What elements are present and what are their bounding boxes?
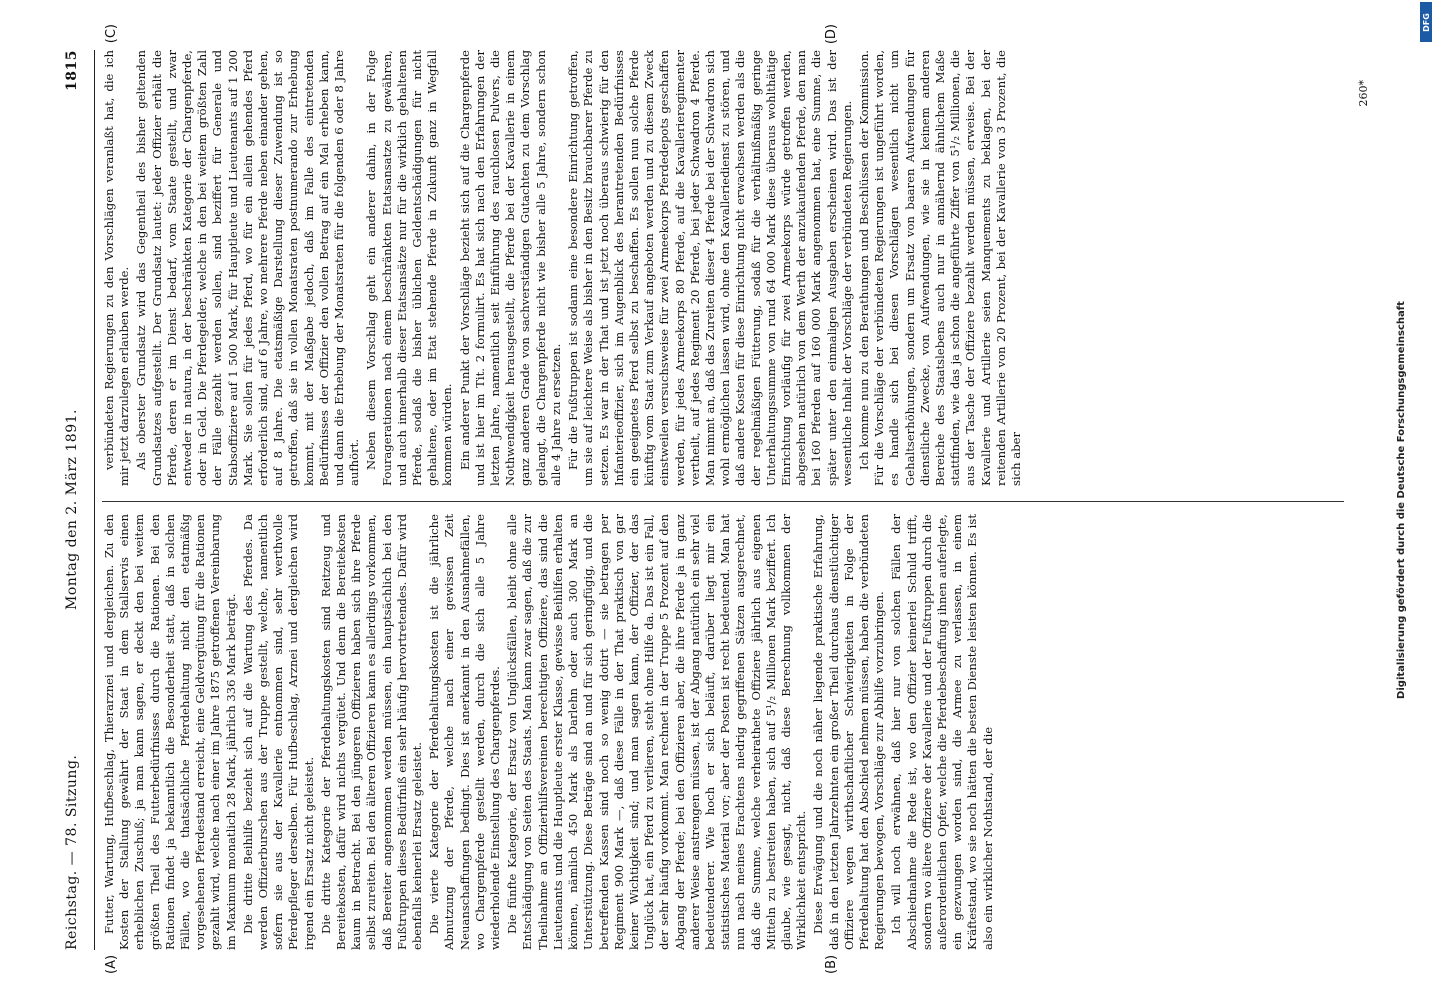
page-number: 1815: [64, 50, 80, 91]
paragraph: Die dritte Beihilfe bezieht sich auf die Wartung des Pferdes. Da werden Offizierburschen aus der Truppe gestellt, welche, namentlich sofern sie aus der Kavallerie entnommen sind, sehr werthvolle Pferdepfleger derselben. Für Hufbeschlag, Arznei und dergleichen wird irgend ein Ersatz nicht geleistet.: [240, 514, 316, 950]
dfg-logo: [1420, 2, 1432, 42]
dfg-logo-text: DFG: [1421, 12, 1431, 32]
paragraph: verbündeten Regierungen zu den Vorschlägen veranlaßt hat, die ich mir jetzt darzulegen erlauben werde.: [102, 50, 132, 486]
document-page: [36, 20, 1396, 980]
header-rule: [94, 50, 95, 950]
paragraph: Diese Erwägung und die noch näher liegende praktische Erfahrung, daß in den letzten Jahrzehnten ein großer Theil durchaus dienstlüchtiger Offiziere wegen wirthschaftlicher Schwierigkeiten in Folge der Pferdehaltung hat den Abschied nehmen müssen, haben die verbündeten Regierungen bewogen, Vorschläge zur Abhilfe vorzubringen.: [811, 514, 887, 950]
header-date: Montag den 2. März 1891.: [64, 409, 80, 610]
column-divider: [102, 501, 1344, 502]
paragraph: Die vierte Kategorie der Pferdehaltungskosten ist die jährliche Abnutzung der Pferde, welche nach einer gewissen Zeit Neuanschaffungen bedingt. Dies ist anerkannt in den Ausnahmefällen, wo Chargenpferde gestellt werden, durch die sich alle 5 Jahre wiederholende Einstellung des Chargenpferdes.: [427, 514, 503, 950]
paragraph: Die fünfte Kategorie, der Ersatz von Unglücksfällen, bleibt ohne alle Entschädigung von Seiten des Staats. Man kann zwar sagen, daß die zur Theilnahme an Offizierhilfsvereinen berechtigten Offiziere, das sind die Lieutenants und die Hauptleute erster Klasse, gewisse Beihilfen erhalten können, nämlich 450 Mark als Darlehn oder auch 300 Mark an Unterstützung. Diese Beträge sind an und für sich geringfügig, und die betreffenden Kassen sind noch so wenig dotirt — sie betragen per Regiment 900 Mark —, daß diese Fälle in der That praktisch von gar keiner Wichtigkeit sind; und man sagen kann, der Offizier, der das Unglück hat, ein Pferd zu verlieren, steht ohne Hilfe da. Das ist ein Fall, der sehr häufig vorkommt. Man rechnet in der Truppe 5 Prozent auf den Abgang der Pferde; bei den Offizieren aber, die ihre Pferde ja in ganz anderer Weise anstrengen müssen, ist der Abgang natürlich ein sehr viel bedeutenderer. Wie hoch er sich beläuft, darüber liegt mir ein statistisches Material vor; aber der Posten ist recht bedeutend. Man hat nun nach meines Erachtens niedrig gegriffenen Sätzen ausgerechnet, daß die Summe, welche verheirathete Offiziere jährlich aus eigenen Mitteln zu bestreiten haben, sich auf 5¹/₂ Millionen Mark beziffert. Ich glaube, wie gesagt, nicht, daß diese Berechnung vollkommen der Wirklichkeit entspricht.: [505, 514, 809, 950]
paragraph: Für die Fußtruppen ist sodann eine besondere Einrichtung getroffen, um sie auf leichtere Weise als bisher in den Besitz brauchbarer Pferde zu setzen. Es war in der That und ist jetzt noch überaus schwierig für den Infanterieoffizier, sich im Augenblick des herantretenden Bedürfnisses ein geeignetes Pferd selbst zu beschaffen. Es sollen nun solche Pferde künftig vom Staat zum Verkauf angeboten werden und zu diesem Zweck einstweilen versuchsweise für zwei Armeekorps Pferdedepots geschaffen werden, für jedes Armeekorps 80 Pferde, auf die Kavallerieregimenter vertheilt, auf jedes Regiment 20 Pferde, bei jeder Schwadron 4 Pferde. Man nimmt an, daß das Zureiten dieser 4 Pferde bei der Schwadron sich wohl ermöglichen lassen wird, ohne den Kavalleriedienst zu stören, und daß andere Kosten für diese Einrichtung nicht erwachsen werden als die der regelmäßigen Fütterung, sodaß für die verhältnißmäßig geringe Unterhaltungssumme von rund 64 000 Mark diese überaus wohlthätige Einrichtung vorläufig für zwei Armeekorps würde getroffen werden, abgesehen natürlich von dem Werth der anzukaufenden Pferde, den man bei 160 Pferden auf 160 000 Mark angenommen hat, eine Summe, die später unter den einmaligen Ausgaben erscheinen wird. Das ist der wesentliche Inhalt der Vorschläge der verbündeten Regierungen.: [566, 50, 854, 486]
paragraph: Futter, Wartung, Hufbeschlag, Thierarznei und dergleichen. Zu den Kosten der Stallung gewährt der Staat in dem Stallservis einen erheblichen Zuschuß; ja man kann sagen, er deckt den bei weitem größten Theil des Futterbedürfnisses durch die Rationen. Bei den Rationen findet ja bekanntlich die Besonderheit statt, daß in solchen Fällen, wo die thatsächliche Pferdehaltung nicht den etatmäßig vorgesehenen Pferdestand erreicht, eine Geldvergütung für die Rationen gezahlt wird, welche nach einer im Jahre 1875 getroffenen Vereinbarung im Maximum monatlich 28 Mark, jährlich 336 Mark beträgt.: [102, 514, 238, 950]
digitization-note: Digitalisierung gefördert durch die Deutsche Forschungsgemeinschaft: [1396, 301, 1407, 699]
right-text-column: [102, 50, 1344, 486]
header-session: Reichstag. — 78. Sitzung.: [64, 754, 80, 950]
paragraph: Neben diesem Vorschlag geht ein anderer dahin, in der Folge Fouragerationen nach einem beschränkten Etatsansatze zu gewähren, und auch innerhalb dieser Etatsansätze nur für die wirklich gehaltenen Pferde, sodaß die bisher üblichen Geldentschädigungen für nicht gehaltene, oder im Etat stehende Pferde in Zukunft ganz in Wegfall kommen würden.: [364, 50, 455, 486]
paragraph: Als oberster Grundsatz wird das Gegentheil des bisher geltenden Grundsatzes aufgestellt. Der Grundsatz lautet: jeder Offizier erhält die Pferde, deren er im Dienst bedarf, vom Staate gestellt, und zwar entweder in natura, in der beschränkten Kategorie der Chargenpferde, oder in Geld. Die Pferdegelder, welche in den bei weitem größten Zahl der Fälle gezahlt werden sollen, sind beziffert für Generale und Stabsoffiziere auf 1 500 Mark, für Hauptleute und Lieutenants auf 1 200 Mark. Sie sollen für jedes Pferd, wo für ein allein gehendes Pferd erforderlich sind, auf 6 Jahre, wo mehrere Pferde neben einander gehen, auf 8 Jahre. Die etatsmäßige Darstellung dieser Zuwendung ist so getroffen, daß sie in vollen Monatsraten postnumerando zur Erhebung kommt, mit der Maßgabe jedoch, daß im Falle des eintretenden Bedürfnisses der Offizier den vollen Betrag auf ein Mal erheben kann, und dann die Erhebung der Monatsraten für die folgenden 6 oder 8 Jahre aufhört.: [134, 50, 362, 486]
margin-marker-a: (A): [104, 954, 119, 974]
paragraph: Ich will noch erwähnen, daß hier nur von solchen Fällen der Abschiednahme die Rede ist, wo den Offizier keinerlei Schuld trifft, sondern wo ältere Offiziere der Kavallerie und der Fußtruppen durch die außerordentlichen Opfer, welche die Pferdebeschaffung ihnen auferlegte, ein gezwungen worden sind, die Armee zu verlassen, in einem Kräftestand, wo sie noch hätten die besten Dienste leisten können. Es ist also ein wirklicher Nothstand, der die: [889, 514, 995, 950]
footer-signature: 260*: [1357, 80, 1370, 107]
margin-marker-b: (B): [824, 954, 839, 974]
paragraph: Ich komme nun zu den Berathungen und Beschlüssen der Kommission. Für die Vorschläge der verbündeten Regierungen ist ungeführt worden, es handle sich bei diesen Vorschlägen wesentlich nicht um Gehaltserhöhungen, sondern um Ersatz von baaren Aufwendungen für dienstliche Zwecke, von Aufwendungen, wie sie in keinem anderen Bereiche des Staatslebens auch nur in annähernd ähnlichem Maße stattfinden, wie das ja schon die angeführte Ziffer von 5¹/₂ Millionen, die aus der Tasche der Offiziere bezahlt werden müssen, erweise. Bei der Kavallerie und Artillerie seien Manquements zu beklagen, bei der reitenden Artillerie von 20 Prozent, bei der Kavallerie von 3 Prozent, die sich aber: [856, 50, 1023, 486]
page-header: [58, 50, 92, 950]
margin-marker-c: (C): [104, 24, 119, 44]
margin-marker-d: (D): [824, 24, 839, 45]
left-text-column: [102, 514, 1344, 950]
paragraph: Die dritte Kategorie der Pferdehaltungskosten sind Reitzeug und Bereitekosten, dafür wird nichts vergütet. Und denn die Bereitekosten kaum in Betracht. Bei den jüngeren Offizieren haben sich ihre Pferde selbst zureiten. Bei den älteren Offizieren kann es allerdings vorkommen, daß Bereiter angenommen werden müssen, ein hauptsächlich bei den Fußtruppen dieses Bedürfniß ein sehr häufig hervortretendes. Dafür wird ebenfalls keinerlei Ersatz geleistet.: [318, 514, 425, 950]
paragraph: Ein anderer Punkt der Vorschläge bezieht sich auf die Chargenpferde und ist hier im Tit. 2 formulirt. Es hat sich nach den Erfahrungen der letzten Jahre, namentlich seit Einführung des rauchlosen Pulvers, die Nothwendigkeit herausgestellt, die Pferde bei der Kavallerie in einem ganz anderen Grade von sachverständigen Gutachten zu dem Vorschlag gelangt, die Chargenpferde nicht wie bisher alle 5 Jahre, sondern schon alle 4 Jahre zu ersetzen.: [457, 50, 563, 486]
